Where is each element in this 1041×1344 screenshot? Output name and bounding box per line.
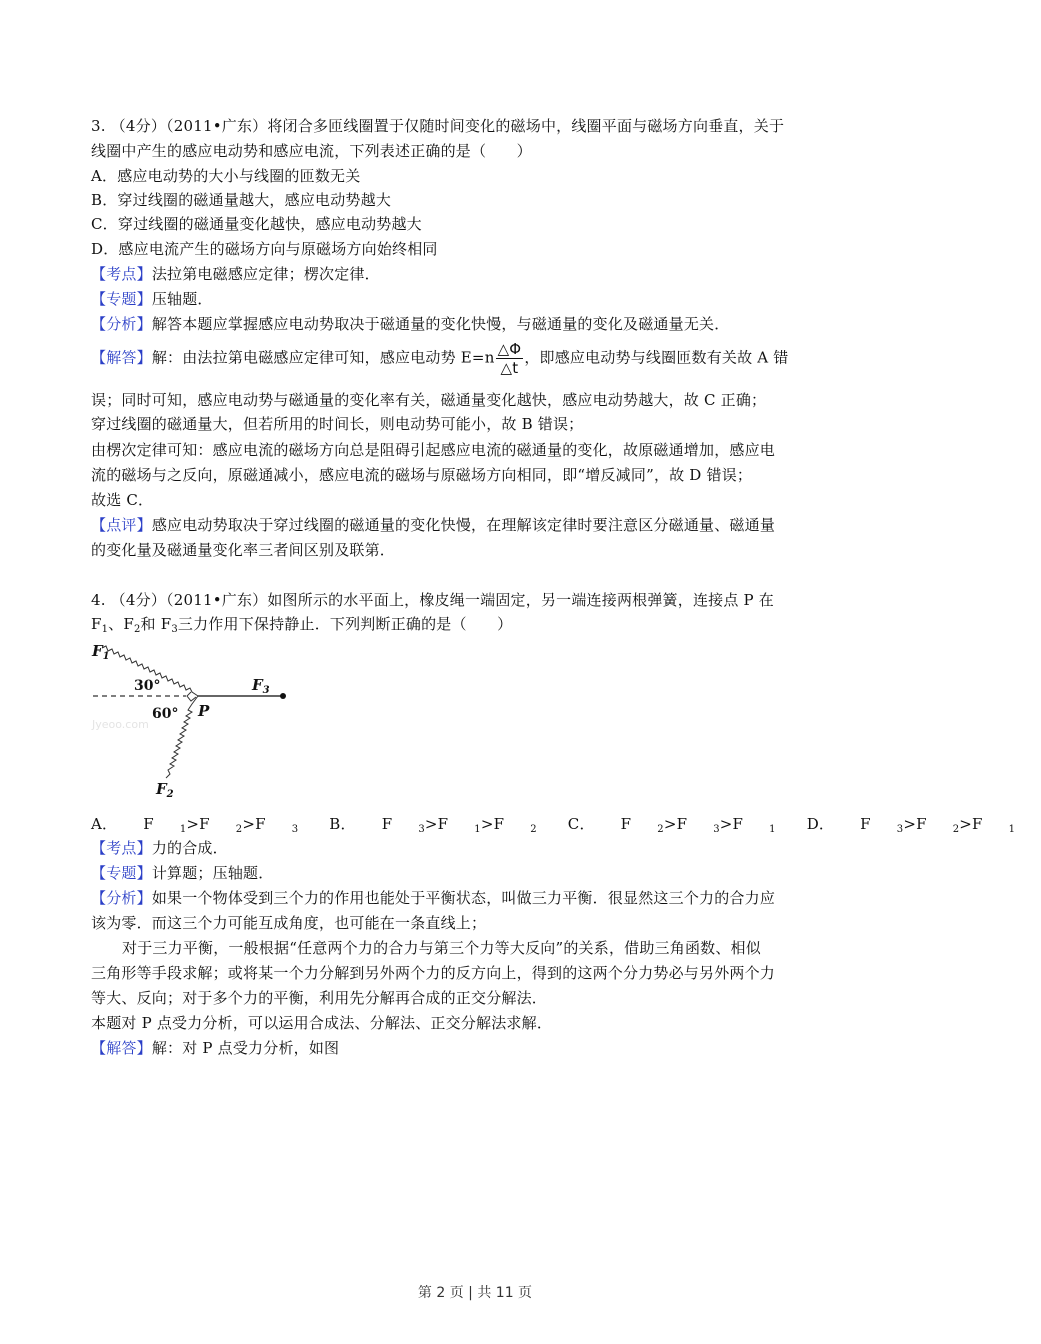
zhuanti-tag: 【专题】 [91, 290, 152, 308]
f2-symbol: 、F [108, 615, 134, 633]
q3-jieda-line1: 误；同时可知，感应电动势与磁通量的变化率有关，磁通量变化越快，感应电动势越大，故 C 正确； [91, 391, 767, 409]
q3-jieda [91, 340, 788, 377]
kaodian-text: 法拉第电磁感应定律；楞次定律． [151, 265, 380, 283]
f1-subscript: 1 [101, 624, 109, 635]
q3-kaodian [91, 264, 380, 284]
kaodian-tag: 【考点】 [91, 839, 152, 857]
q4-options [91, 814, 1041, 834]
label-f2: $F_2$ [156, 780, 174, 800]
dianping-tag: 【点评】 [91, 516, 152, 534]
q3-option-c: C．穿过线圈的磁通量变化越快，感应电动势越大 [91, 215, 422, 233]
fenxi-text: 如果一个物体受到三个力的作用也能处于平衡状态，叫做三力平衡．很显然这三个力的合力应 [151, 889, 776, 907]
q4-kaodian [91, 838, 228, 858]
q4-option-c: C． F $_2$>F $_3$>F $_1$ [567, 815, 776, 835]
jieda-tag: 【解答】 [91, 1039, 152, 1057]
label-p: P [198, 702, 210, 720]
watermark: Jyeoo.com [92, 718, 149, 731]
label-f3: $F_3$ [252, 676, 270, 696]
q4-fenxi-line2: 该为零．而这三个力可能互成角度，也可能在一条直线上； [91, 914, 487, 932]
fenxi-text: 解答本题应掌握感应电动势取决于磁通量的变化快慢，与磁通量的变化及磁通量无关． [151, 315, 730, 333]
q3-stem-line2: 线圈中产生的感应电动势和感应电流，下列表述正确的是（ ） [91, 142, 532, 160]
f2-subscript: 2 [133, 624, 141, 635]
force-diagram [88, 640, 308, 800]
label-angle-30: 30° [134, 678, 161, 694]
q4-stem-line1: 4. （4分）（2011•广东）如图所示的水平面上，橡皮绳一端固定，另一端连接两根弹簧，连接点 P 在 [91, 591, 774, 609]
q4-option-d: D． F $_3$>F $_2$>F $_1$ [806, 815, 1016, 835]
q3-fenxi [91, 314, 729, 334]
q4-jieda [91, 1038, 339, 1058]
q4-fenxi-line6: 本题对 P 点受力分析，可以运用合成法、分解法、正交分解法求解． [91, 1014, 553, 1032]
stem-text: 三力作用下保持静止．下列判断正确的是（ ） [177, 615, 513, 633]
q3-jieda-line5: 故选 C． [91, 491, 154, 509]
q4-fenxi [91, 888, 775, 908]
fraction-numerator: △Φ [497, 340, 522, 358]
jieda-text: 解：由法拉第电磁感应定律可知，感应电动势 E=n [151, 348, 495, 367]
q4-fenxi-line4: 三角形等手段求解；或将某一个力分解到另外两个力的反方向上，得到的这两个分力势必与另外两个力 [91, 964, 776, 982]
q3-zhuanti [91, 289, 213, 309]
kaodian-text: 力的合成． [151, 839, 228, 857]
q3-dianping-line2: 的变化量及磁通量变化率三者间区别及联第． [91, 541, 396, 559]
q4-zhuanti [91, 863, 273, 883]
q3-jieda-line2: 穿过线圈的磁通量大，但若所用的时间长，则电动势可能小，故 B 错误； [91, 415, 584, 433]
jieda-tag: 【解答】 [91, 348, 152, 367]
q4-fenxi-line5: 等大、反向；对于多个力的平衡，利用先分解再合成的正交分解法． [91, 989, 548, 1007]
q4-option-b: B． F $_3$>F $_1$>F $_2$ [329, 815, 537, 835]
fenxi-tag: 【分析】 [91, 889, 152, 907]
page-footer: 第 2 页 | 共 11 页 [417, 1285, 533, 1301]
q3-option-d: D．感应电流产生的磁场方向与原磁场方向始终相同 [91, 240, 438, 258]
q3-jieda-line3: 由楞次定律可知：感应电流的磁场方向总是阻碍引起感应电流的磁通量的变化，故原磁通增加，感应电 [91, 441, 776, 459]
f1-symbol: F [91, 615, 102, 633]
zhuanti-text: 计算题；压轴题． [151, 864, 274, 882]
q3-dianping [91, 515, 775, 535]
q3-option-a: A．感应电动势的大小与线圈的匝数无关 [91, 167, 361, 185]
label-angle-60: 60° [152, 706, 179, 722]
label-f1: $F_1$ [92, 642, 110, 662]
f3-symbol: 和 F [140, 615, 172, 633]
force-diagram-svg [88, 640, 308, 800]
fenxi-tag: 【分析】 [91, 315, 152, 333]
jieda-text: 解：对 P 点受力分析，如图 [151, 1039, 340, 1057]
q4-stem-line2 [91, 614, 512, 634]
q3-stem-line1: 3. （4分）（2011•广东）将闭合多匝线圈置于仅随时间变化的磁场中，线圈平面与磁场方向垂直，关于 [91, 117, 785, 135]
dianping-text: 感应电动势取决于穿过线圈的磁通量的变化快慢，在理解该定律时要注意区分磁通量、磁通量 [151, 516, 776, 534]
q3-option-b: B．穿过线圈的磁通量越大，感应电动势越大 [91, 191, 392, 209]
formula-fraction [496, 340, 524, 377]
q3-jieda-line4: 流的磁场与之反向，原磁通减小，感应电流的磁场与原磁场方向相同，即“增反减同”，故 D 错误； [91, 466, 753, 484]
zhuanti-text: 压轴题． [151, 290, 213, 308]
fraction-denominator: △t [500, 359, 519, 377]
f3-subscript: 3 [171, 624, 178, 635]
zhuanti-tag: 【专题】 [91, 864, 152, 882]
jieda-text-post: ，即感应电动势与线圈匝数有关故 A 错 [524, 348, 789, 367]
q4-fenxi-line3: 对于三力平衡，一般根据“任意两个力的合力与第三个力等大反向”的关系，借助三角函数、相似 [122, 939, 761, 957]
kaodian-tag: 【考点】 [91, 265, 152, 283]
q4-option-a: A． F $_1$>F $_2$>F $_3$ [91, 815, 299, 835]
